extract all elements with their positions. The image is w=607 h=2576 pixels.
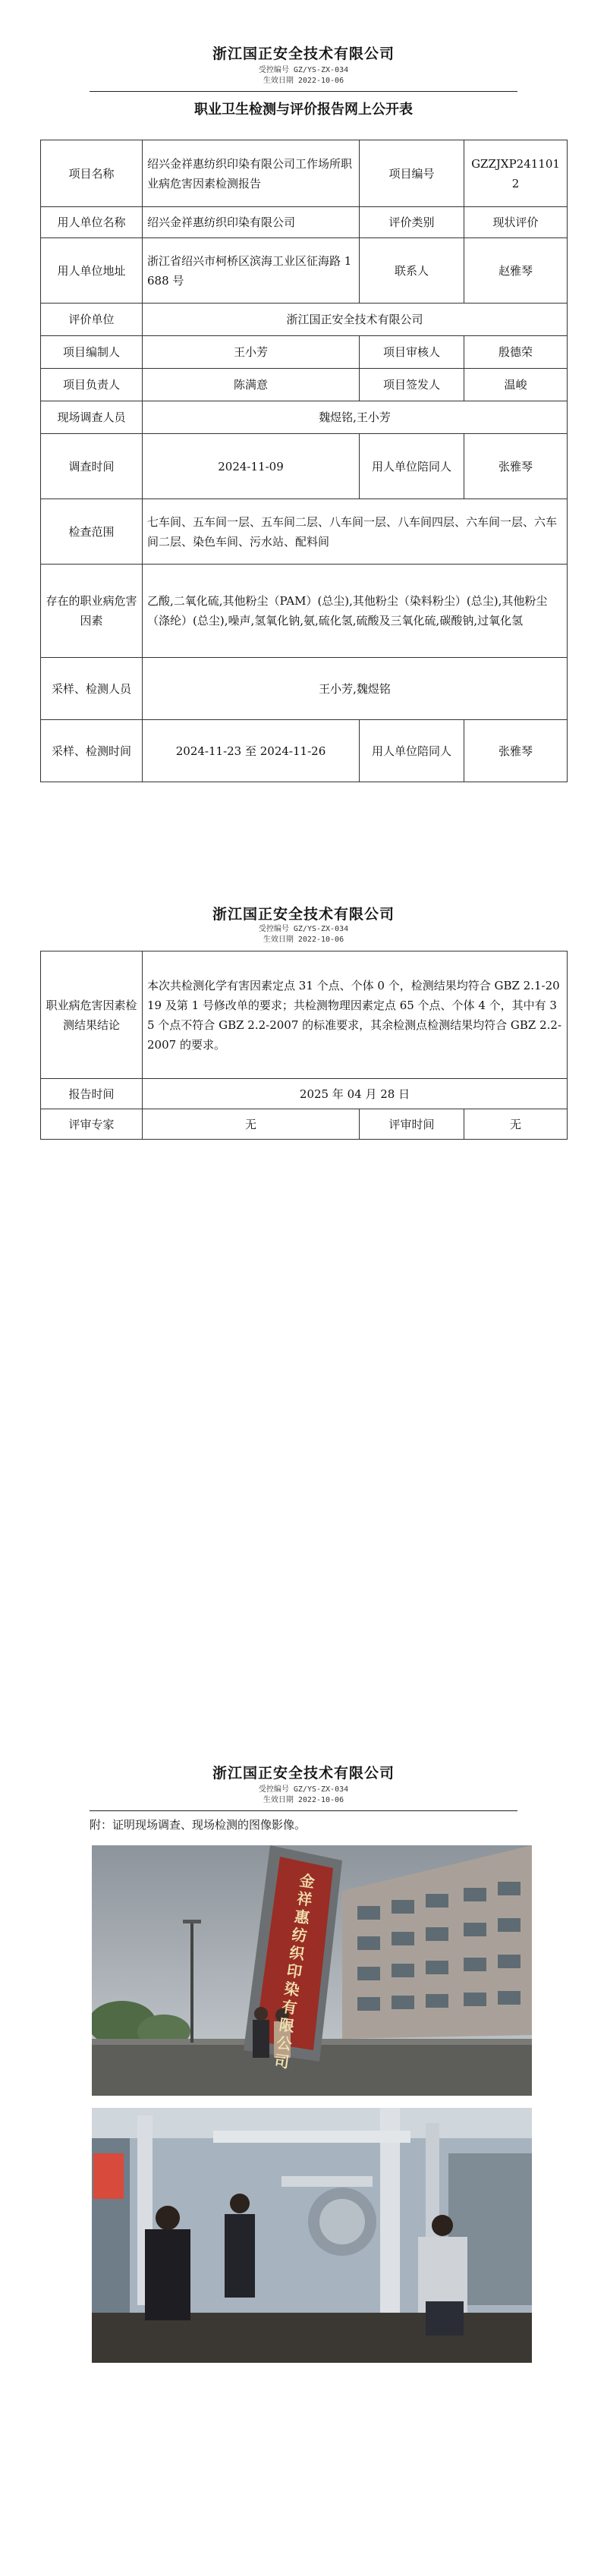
value-project-no: GZZJXP2411012 bbox=[464, 140, 568, 207]
value-report-time: 2025 年 04 月 28 日 bbox=[143, 1079, 568, 1109]
value-project-name: 绍兴金祥惠纺织印染有限公司工作场所职业病危害因素检测报告 bbox=[143, 140, 360, 207]
label-conclusion: 职业病危害因素检测结果结论 bbox=[41, 951, 143, 1079]
value-contact: 赵雅琴 bbox=[464, 238, 568, 304]
label-issuer: 项目签发人 bbox=[360, 369, 464, 401]
label-report-time: 报告时间 bbox=[41, 1079, 143, 1109]
label-sampling-staff: 采样、检测人员 bbox=[41, 658, 143, 720]
company-name-2: 浙江国正安全技术有限公司 bbox=[212, 906, 395, 923]
label-sampling-time: 采样、检测时间 bbox=[41, 720, 143, 782]
label-review-time: 评审时间 bbox=[360, 1109, 464, 1140]
effective-date-3: 生效日期 2022-10-06 bbox=[263, 1796, 344, 1804]
value-accompany: 张雅琴 bbox=[464, 434, 568, 499]
label-hazards: 存在的职业病危害因素 bbox=[41, 565, 143, 658]
value-review-time: 无 bbox=[464, 1109, 568, 1140]
value-compiler: 王小芳 bbox=[143, 336, 360, 369]
value-hazards: 乙酸,二氧化硫,其他粉尘（PAM）(总尘),其他粉尘（染料粉尘）(总尘),其他粉尘（涤纶）(总尘),噪声,氢氧化钠,氨,硫化氢,硫酸及三氧化硫,碳酸钠,过氧化氢 bbox=[143, 565, 568, 658]
label-reviewer: 项目审核人 bbox=[360, 336, 464, 369]
control-number-3: 受控编号 GZ/YS-ZX-034 bbox=[258, 1785, 349, 1794]
value-sampling-staff: 王小芳,魏煜铭 bbox=[143, 658, 568, 720]
label-accompany: 用人单位陪同人 bbox=[360, 434, 464, 499]
value-scope: 七车间、五车间一层、五车间二层、八车间一层、八车间四层、六车间一层、六车间二层、染色车间、污水站、配料间 bbox=[143, 499, 568, 565]
value-issuer: 温峻 bbox=[464, 369, 568, 401]
label-contact: 联系人 bbox=[360, 238, 464, 304]
label-employer: 用人单位名称 bbox=[41, 207, 143, 238]
effective-date-2: 生效日期 2022-10-06 bbox=[263, 936, 344, 944]
header-rule-1 bbox=[90, 91, 517, 92]
label-compiler: 项目编制人 bbox=[41, 336, 143, 369]
page-title: 职业卫生检测与评价报告网上公开表 bbox=[194, 102, 413, 118]
company-name-3: 浙江国正安全技术有限公司 bbox=[212, 1765, 395, 1782]
label-address: 用人单位地址 bbox=[41, 238, 143, 304]
value-evaluator: 浙江国正安全技术有限公司 bbox=[143, 304, 568, 336]
label-expert: 评审专家 bbox=[41, 1109, 143, 1140]
label-eval-type: 评价类别 bbox=[360, 207, 464, 238]
label-accompany-2: 用人单位陪同人 bbox=[360, 720, 464, 782]
label-project-name: 项目名称 bbox=[41, 140, 143, 207]
entrance-sign: 金祥惠纺织印染有限公司 bbox=[272, 1870, 316, 2072]
value-eval-type: 现状评价 bbox=[464, 207, 568, 238]
control-number-2: 受控编号 GZ/YS-ZX-034 bbox=[258, 925, 349, 933]
label-evaluator: 评价单位 bbox=[41, 304, 143, 336]
value-accompany-2: 张雅琴 bbox=[464, 720, 568, 782]
header-rule-3 bbox=[90, 1810, 517, 1811]
value-employer: 绍兴金祥惠纺织印染有限公司 bbox=[143, 207, 360, 238]
value-expert: 无 bbox=[143, 1109, 360, 1140]
value-sampling-time: 2024-11-23 至 2024-11-26 bbox=[143, 720, 360, 782]
company-name-1: 浙江国正安全技术有限公司 bbox=[212, 46, 395, 62]
label-project-no: 项目编号 bbox=[360, 140, 464, 207]
value-reviewer: 殷德荣 bbox=[464, 336, 568, 369]
value-conclusion: 本次共检测化学有害因素定点 31 个点、个体 0 个，检测结果均符合 GBZ 2.1-2019 及第 1 号修改单的要求；共检测物理因素定点 65 个点、个体 4 个，其中有 35 个点不符合 GBZ 2.2-2007 的标准要求，其余检测点检测结果均符合 GBZ 2.2-2007 的要求。 bbox=[143, 951, 568, 1079]
value-surveyors: 魏煜铭,王小芳 bbox=[143, 401, 568, 434]
attachment-note: 附：证明现场调查、现场检测的图像影像。 bbox=[90, 1818, 307, 1832]
value-survey-time: 2024-11-09 bbox=[143, 434, 360, 499]
conclusion-table bbox=[40, 951, 568, 1140]
effective-date-1: 生效日期 2022-10-06 bbox=[263, 77, 344, 85]
report-table bbox=[40, 140, 568, 782]
label-scope: 检查范围 bbox=[41, 499, 143, 565]
label-survey-time: 调查时间 bbox=[41, 434, 143, 499]
control-number-1: 受控编号 GZ/YS-ZX-034 bbox=[258, 66, 349, 74]
value-leader: 陈满意 bbox=[143, 369, 360, 401]
label-surveyors: 现场调查人员 bbox=[41, 401, 143, 434]
label-leader: 项目负责人 bbox=[41, 369, 143, 401]
value-address: 浙江省绍兴市柯桥区滨海工业区征海路 1688 号 bbox=[143, 238, 360, 304]
site-survey-photo bbox=[92, 1845, 532, 2096]
site-sampling-photo bbox=[92, 2108, 532, 2363]
